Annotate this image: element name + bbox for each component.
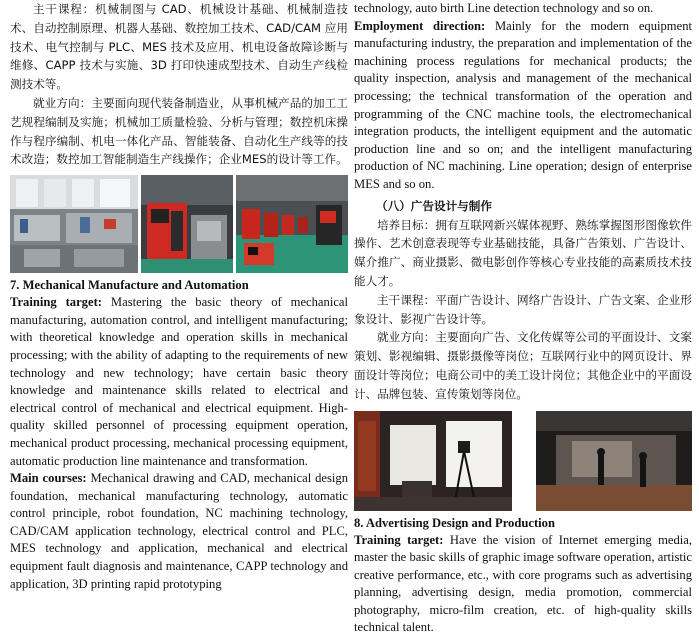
employment-direction-label: Employment direction: [354, 19, 485, 33]
studio-photo-row [354, 411, 692, 511]
cn-ad-employment-paragraph: 就业方向：主要面向广告、文化传媒等公司的平面设计、文案策划、影视编辑、摄影摄像等岗位；互联网行业中的网页设计、界面设计等岗位；电商公司中的美工设计岗位；其他企业中的平面设计、品牌包装、宣传策划等岗位。 [354, 328, 692, 403]
cn-training-paragraph: 培养目标：拥有互联网新兴媒体视野、熟练掌握图形图像软件操作、艺术创意表现等专业基础技能，具备广告策划、广告设计、媒介推广、商业摄影、微电影创作等核心专业技能的高素质技术技能人才。 [354, 216, 692, 291]
cn-ad-main-courses-paragraph: 主干课程：平面广告设计、网络广告设计、广告文案、企业形象设计、影视广告设计等。 [354, 291, 692, 329]
main-courses-label: Main courses: [10, 471, 87, 485]
photo-studio-photo [354, 411, 512, 511]
section-8-title: 8. Advertising Design and Production [354, 515, 692, 532]
cn-main-courses-paragraph: 主干课程：机械制图与 CAD、机械设计基础、机械制造技术、自动控制原理、机器人基础、数控加工技术、CAD/CAM 应用技术、电气控制与 PLC、MES 技术及应用、机电设备故障诊断与维修、CAPP 技术与实施、3D 打印快速成型技术、自动生产线检测技术等。 [10, 0, 348, 94]
cn-section-8-title: （八）广告设计与制作 [354, 197, 692, 216]
cn-employment-paragraph: 就业方向：主要面向现代装备制造业，从事机械产品的加工工艺规程编制及实施；机械加工质量检验、分析与管理；数控机床操作与程序编制、机电一体化产品、智能装备、自动化生产线等的技术改造；数控加工智能制造生产线操作；企业MES的设计等工作。 [10, 94, 348, 169]
section-7-training-paragraph [10, 294, 348, 470]
employment-direction-text: Mainly for the modern equipment manufacturing industry, the preparation and implementation of the machining process regulations for mechanical products; the quality inspection, analysis and management of the mechanical processing; the technical transformation of the operation and programming of the CNC machine tools, the electromechanical integration products, the intelligent equipment and the automatic production line and so on; and the intelligent manufacturing production of NC machining. Line operation; design of enterprise MES and so on. [354, 19, 692, 191]
employment-paragraph [354, 18, 692, 194]
courses-continued-text: technology, auto birth Line detection technology and so on. [354, 0, 692, 18]
ad-training-target-label: Training target: [354, 533, 443, 547]
automation-lab-photo [10, 175, 138, 273]
workshop-photo-row [10, 175, 348, 273]
section-7-courses-paragraph [10, 470, 348, 593]
main-courses-text: Mechanical drawing and CAD, mechanical design foundation, mechanical manufacturing technology, automatic control principle, robot foundation, NC machining technology, CAD/CAM application technology, electrical control and PLC, MES technology and application, mechanical and electrical equipment fault diagnosis and maintenance, CAPP technology and application, 3D printing rapid prototyping [10, 471, 348, 591]
film-studio-photo [536, 411, 692, 511]
section-8-training-paragraph [354, 532, 692, 637]
right-column [354, 0, 692, 637]
training-target-text: Mastering the basic theory of mechanical manufacturing, automation control, and intelligent manufacturing; with theoretical knowledge and operation skills in mechanical processing; with the ability of adapting to the requirements of new technology and new technology; have certain basic theory knowledge and maintenance skills related to electrical and electrical control of mechanical and electrical equipment. High-quality skilled personnel of processing equipment operation, mechanical product processing, mechanical processing equipment, automatic production line maintenance and transformation. [10, 295, 348, 467]
cnc-machine-photo [141, 175, 233, 273]
left-column [10, 0, 348, 593]
ad-training-target-text: Have the vision of Internet emerging media, master the basic skills of graphic image software operation, artistic creative performance, etc., with core programs such as advertising planning, advertising design, media promotion, commercial photography, micro-film creation, etc. of high-quality skills technical talent. [354, 533, 692, 635]
section-7-title: 7. Mechanical Manufacture and Automation [10, 277, 348, 294]
workshop-floor-photo [236, 175, 348, 273]
training-target-label: Training target: [10, 295, 102, 309]
